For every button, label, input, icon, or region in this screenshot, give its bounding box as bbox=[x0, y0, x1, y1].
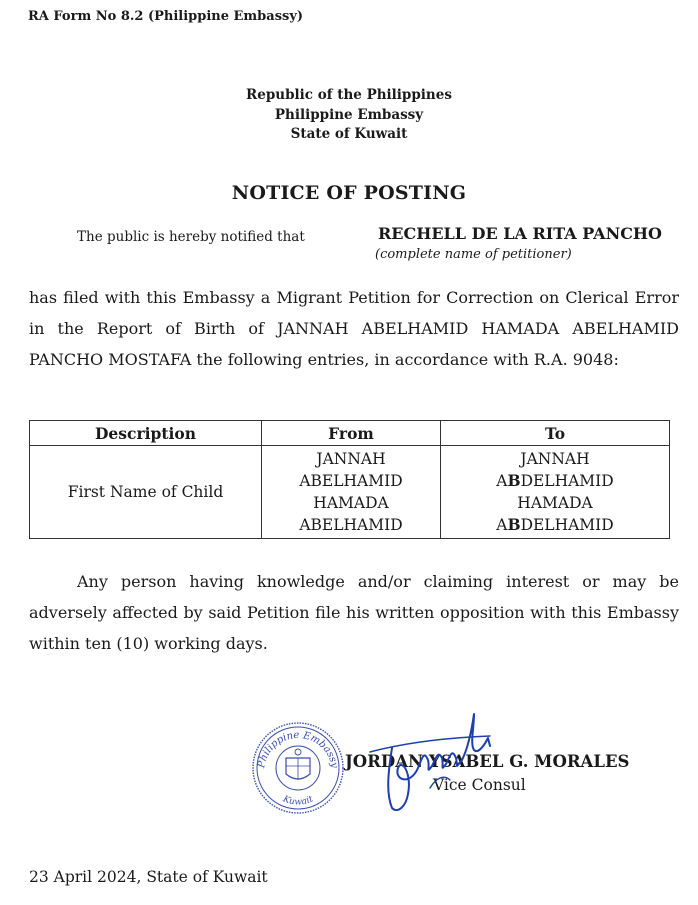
to-line: HAMADA bbox=[517, 494, 593, 512]
from-line: HAMADA bbox=[313, 494, 389, 512]
cell-from bbox=[262, 446, 441, 539]
letterhead-line-state: State of Kuwait bbox=[290, 126, 408, 142]
public-notice-intro: The public is hereby notified that bbox=[77, 229, 305, 245]
to-text: DELHAMID bbox=[520, 472, 614, 490]
petition-paragraph: has filed with this Embassy a Migrant Petition for Correction on Clerical Error in the Report of Birth of JANNAH ABELHAMID HAMADA ABELHAMID PANCHO MOSTAFA the following entries, in accordance with R.A. 9048: bbox=[29, 288, 679, 369]
opposition-paragraph: Any person having knowledge and/or claiming interest or may be adversely affected by said Petition file his written opposition with this Embassy within ten (10) working days. bbox=[29, 572, 679, 653]
letterhead-line-embassy: Philippine Embassy bbox=[274, 106, 424, 123]
seal-bottom-text: Kuwait bbox=[281, 794, 315, 808]
table-header-row bbox=[30, 421, 670, 446]
from-line: ABELHAMID bbox=[299, 516, 403, 534]
header-description: Description bbox=[30, 421, 262, 446]
corrected-letter: B bbox=[507, 471, 521, 490]
to-line bbox=[445, 470, 665, 492]
from-line: JANNAH bbox=[316, 450, 386, 468]
cell-to bbox=[441, 446, 670, 539]
date-location: 23 April 2024, State of Kuwait bbox=[29, 868, 268, 886]
corrected-letter: B bbox=[507, 515, 521, 534]
header-from: From bbox=[262, 421, 441, 446]
to-line: JANNAH bbox=[520, 450, 590, 468]
table-row bbox=[30, 446, 670, 539]
cell-description: First Name of Child bbox=[30, 446, 262, 539]
signatory-title: Vice Consul bbox=[433, 776, 526, 794]
signature-icon bbox=[340, 708, 510, 813]
seal-top-text: Philippine Embassy bbox=[256, 729, 340, 770]
notice-title: NOTICE OF POSTING bbox=[231, 182, 467, 204]
to-text: DELHAMID bbox=[520, 516, 614, 534]
from-line: ABELHAMID bbox=[299, 472, 403, 490]
petitioner-name: RECHELL DE LA RITA PANCHO bbox=[378, 224, 662, 243]
to-text: A bbox=[496, 472, 508, 490]
to-text: A bbox=[496, 516, 508, 534]
form-number: RA Form No 8.2 (Philippine Embassy) bbox=[28, 9, 304, 24]
letterhead bbox=[0, 86, 698, 145]
to-line bbox=[445, 514, 665, 536]
signatory-name: JORDAN YSABEL G. MORALES bbox=[345, 752, 630, 771]
letterhead-line-country: Republic of the Philippines bbox=[246, 87, 452, 103]
header-to: To bbox=[441, 421, 670, 446]
petitioner-name-note: (complete name of petitioner) bbox=[375, 247, 572, 262]
correction-entries-table bbox=[29, 420, 670, 539]
embassy-seal-icon bbox=[250, 720, 346, 816]
